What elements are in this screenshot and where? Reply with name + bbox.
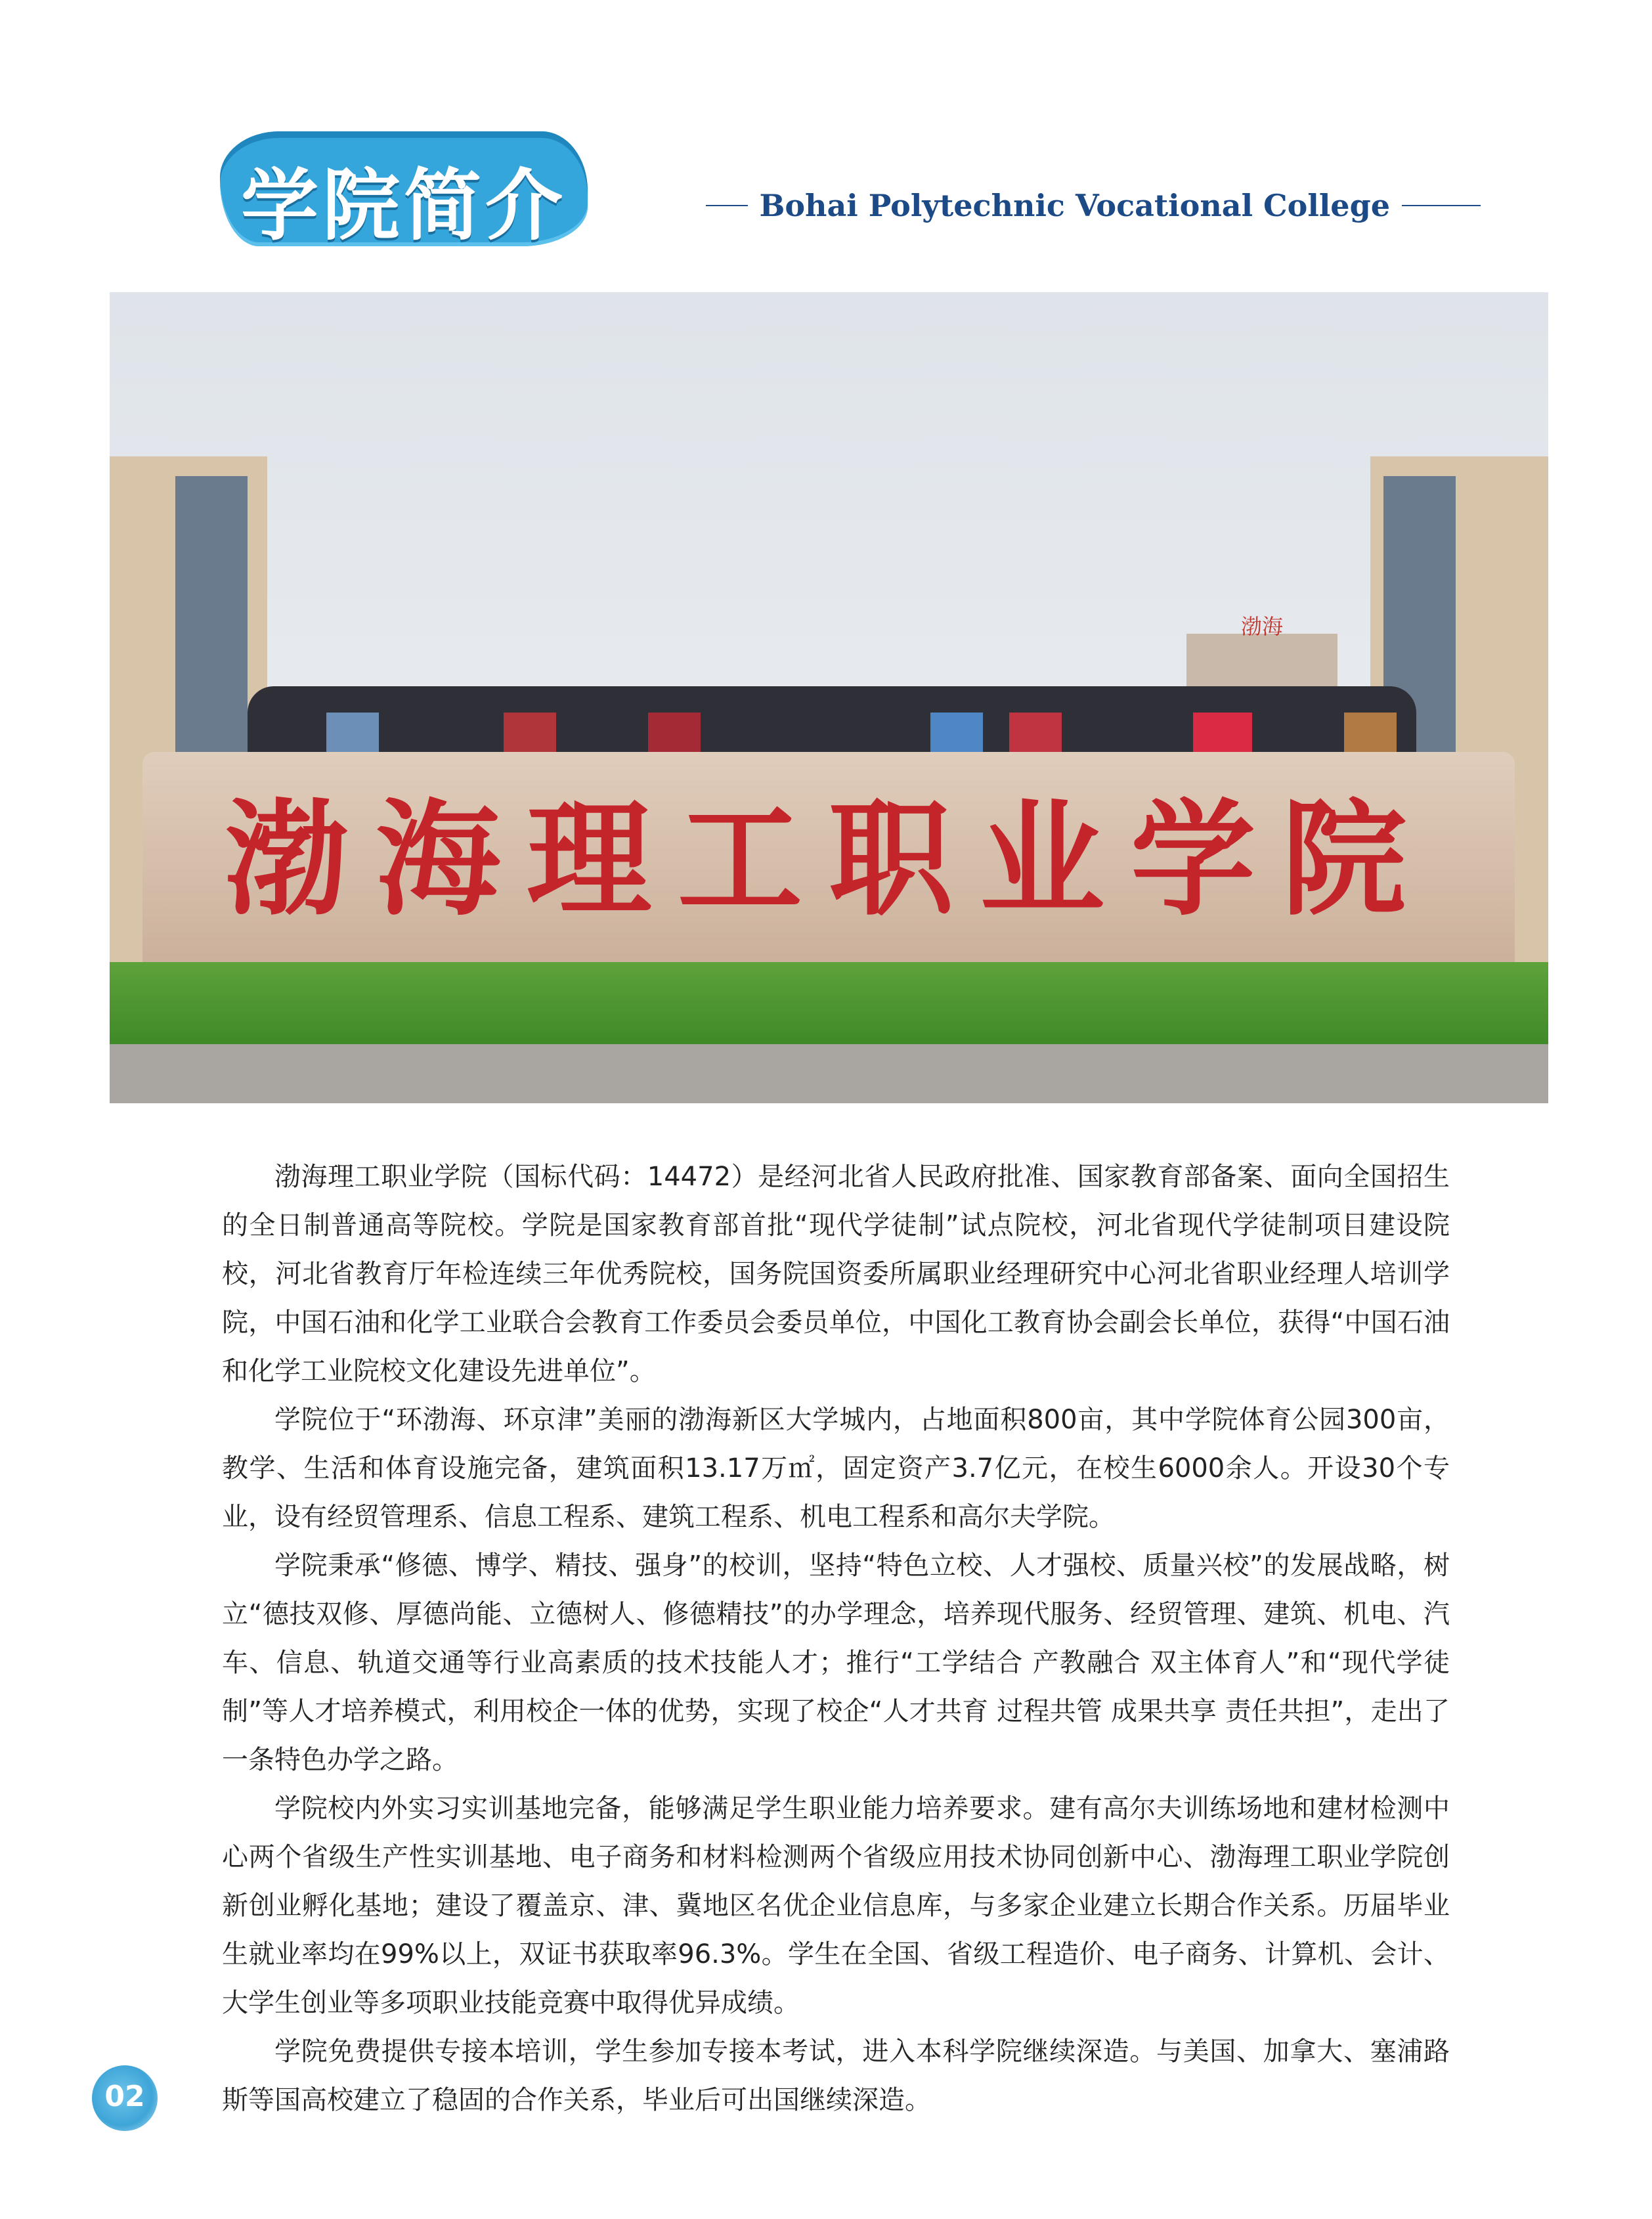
introduction-text xyxy=(222,1153,1450,2124)
building-sign-text: 渤海 xyxy=(1240,614,1284,639)
section-title: 学院简介 xyxy=(240,160,567,251)
lawn xyxy=(110,962,1548,1044)
campus-gate-photo xyxy=(110,292,1548,1103)
college-english-name xyxy=(706,183,1481,229)
pavement xyxy=(110,1044,1548,1103)
paragraph: 渤海理工职业学院（国标代码：14472）是经河北省人民政府批准、国家教育部备案、面向全国招生的全日制普通高等院校。学院是国家教育部首批“现代学徒制”试点院校，河北省现代学徒制项目建设院校，河北省教育厅年检连续三年优秀院校，国务院国资委所属职业经理研究中心河北省职业经理人培训学院，中国石油和化学工业联合会教育工作委员会委员单位，中国化工教育协会副会长单位，获得“中国石油和化学工业院校文化建设先进单位”。 xyxy=(222,1162,1450,1386)
paragraph: 学院免费提供专接本培训，学生参加专接本考试，进入本科学院继续深造。与美国、加拿大、塞浦路斯等国高校建立了稳固的合作关系，毕业后可出国继续深造。 xyxy=(222,2036,1450,2115)
paragraph: 学院位于“环渤海、环京津”美丽的渤海新区大学城内，占地面积800亩，其中学院体育公园300亩，教学、生活和体育设施完备，建筑面积13.17万㎡，固定资产3.7亿元，在校生6000余人。开设30个专业，设有经贸管理系、信息工程系、建筑工程系、机电工程系和高尔夫学院。 xyxy=(222,1405,1450,1532)
paragraph: 学院校内外实习实训基地完备，能够满足学生职业能力培养要求。建有高尔夫训练场地和建材检测中心两个省级生产性实训基地、电子商务和材料检测两个省级应用技术协同创新中心、渤海理工职业学院创新创业孵化基地；建设了覆盖京、津、冀地区名优企业信息库，与多家企业建立长期合作关系。历届毕业生就业率均在99%以上，双证书获取率96.3%。学生在全国、省级工程造价、电子商务、计算机、会计、大学生创业等多项职业技能竞赛中取得优异成绩。 xyxy=(222,1793,1450,2018)
stone-sign-text: 渤海理工职业学院 xyxy=(224,786,1433,933)
divider-left xyxy=(706,205,748,206)
section-title-badge xyxy=(220,131,588,251)
paragraph: 学院秉承“修德、博学、精技、强身”的校训，坚持“特色立校、人才强校、质量兴校”的发展战略，树立“德技双修、厚德尚能、立德树人、修德精技”的办学理念，培养现代服务、经贸管理、建筑、机电、汽车、信息、轨道交通等行业高素质的技术技能人才；推行“工学结合 产教融合 双主体育人”和“现代学徒制”等人才培养模式，利用校企一体的优势，实现了校企“人才共育 过程共管 成果共享 责任共担”，走出了一条特色办学之路。 xyxy=(222,1550,1450,1775)
campus-gate-illustration xyxy=(110,292,1548,1103)
divider-right xyxy=(1402,205,1481,206)
page-number: 02 xyxy=(104,2080,145,2113)
college-english-title: Bohai Polytechnic Vocational College xyxy=(759,188,1390,223)
page-number-badge xyxy=(92,2065,158,2131)
